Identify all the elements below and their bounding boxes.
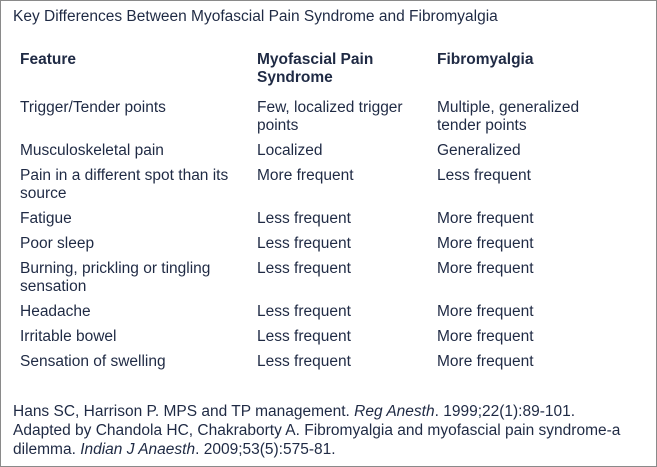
myofascial-cell: Less frequent — [257, 210, 351, 227]
table-row — [14, 233, 614, 258]
fibromyalgia-cell: Multiple, generalized tender points — [437, 99, 580, 134]
fibromyalgia-cell: More frequent — [437, 303, 534, 320]
fibromyalgia-cell: More frequent — [437, 235, 534, 252]
table-title: Key Differences Between Myofascial Pain Syndrome and Fibromyalgia — [13, 8, 498, 25]
myofascial-cell: More frequent — [257, 167, 354, 184]
myofascial-cell: Less frequent — [257, 328, 351, 345]
table-row — [14, 258, 614, 301]
fibromyalgia-cell: More frequent — [437, 260, 534, 277]
myofascial-cell: Less frequent — [257, 260, 351, 277]
reference-2-journal: Indian J Anaesth — [80, 441, 196, 458]
reference-2-end: . 2009;53(5):575-81. — [195, 441, 336, 458]
header-feature: Feature — [20, 51, 76, 68]
feature-cell: Musculoskeletal pain — [20, 142, 164, 159]
table-row — [14, 140, 614, 165]
table-row — [14, 208, 614, 233]
feature-cell: Pain in a different spot than its source — [20, 167, 229, 202]
myofascial-cell: Localized — [257, 142, 323, 159]
reference-1 — [13, 402, 643, 421]
feature-cell: Poor sleep — [20, 235, 95, 252]
comparison-table — [14, 49, 614, 376]
feature-cell: Sensation of swelling — [20, 353, 166, 370]
table-row — [14, 326, 614, 351]
myofascial-cell: Less frequent — [257, 303, 351, 320]
table-row — [14, 165, 614, 208]
feature-cell: Irritable bowel — [20, 328, 117, 345]
reference-2 — [13, 421, 643, 459]
fibromyalgia-cell: More frequent — [437, 328, 534, 345]
fibromyalgia-cell: More frequent — [437, 353, 534, 370]
myofascial-cell: Less frequent — [257, 353, 351, 370]
feature-cell: Burning, prickling or tingling sensation — [20, 260, 211, 295]
reference-1-end: . 1999;22(1):89-101. — [434, 403, 576, 420]
table-row — [14, 351, 614, 376]
myofascial-cell: Less frequent — [257, 235, 351, 252]
fibromyalgia-cell: Less frequent — [437, 167, 531, 184]
header-myofascial: Myofascial Pain Syndrome — [257, 51, 374, 86]
fibromyalgia-cell: More frequent — [437, 210, 534, 227]
table-row — [14, 301, 614, 326]
fibromyalgia-cell: Generalized — [437, 142, 521, 159]
references — [13, 402, 643, 459]
reference-2-text: Adapted by Chandola HC, Chakraborty A. Fibromyalgia and myofascial pain syndrome-a dilemma. — [13, 422, 621, 458]
reference-1-journal: Reg Anesth — [354, 403, 435, 420]
feature-cell: Headache — [20, 303, 91, 320]
myofascial-cell: Few, localized trigger points — [257, 99, 403, 134]
header-row — [14, 49, 614, 97]
table-row — [14, 97, 614, 140]
header-fibromyalgia: Fibromyalgia — [437, 51, 534, 68]
feature-cell: Trigger/Tender points — [20, 99, 166, 116]
reference-1-text: Hans SC, Harrison P. MPS and TP management. — [13, 403, 355, 420]
feature-cell: Fatigue — [20, 210, 72, 227]
